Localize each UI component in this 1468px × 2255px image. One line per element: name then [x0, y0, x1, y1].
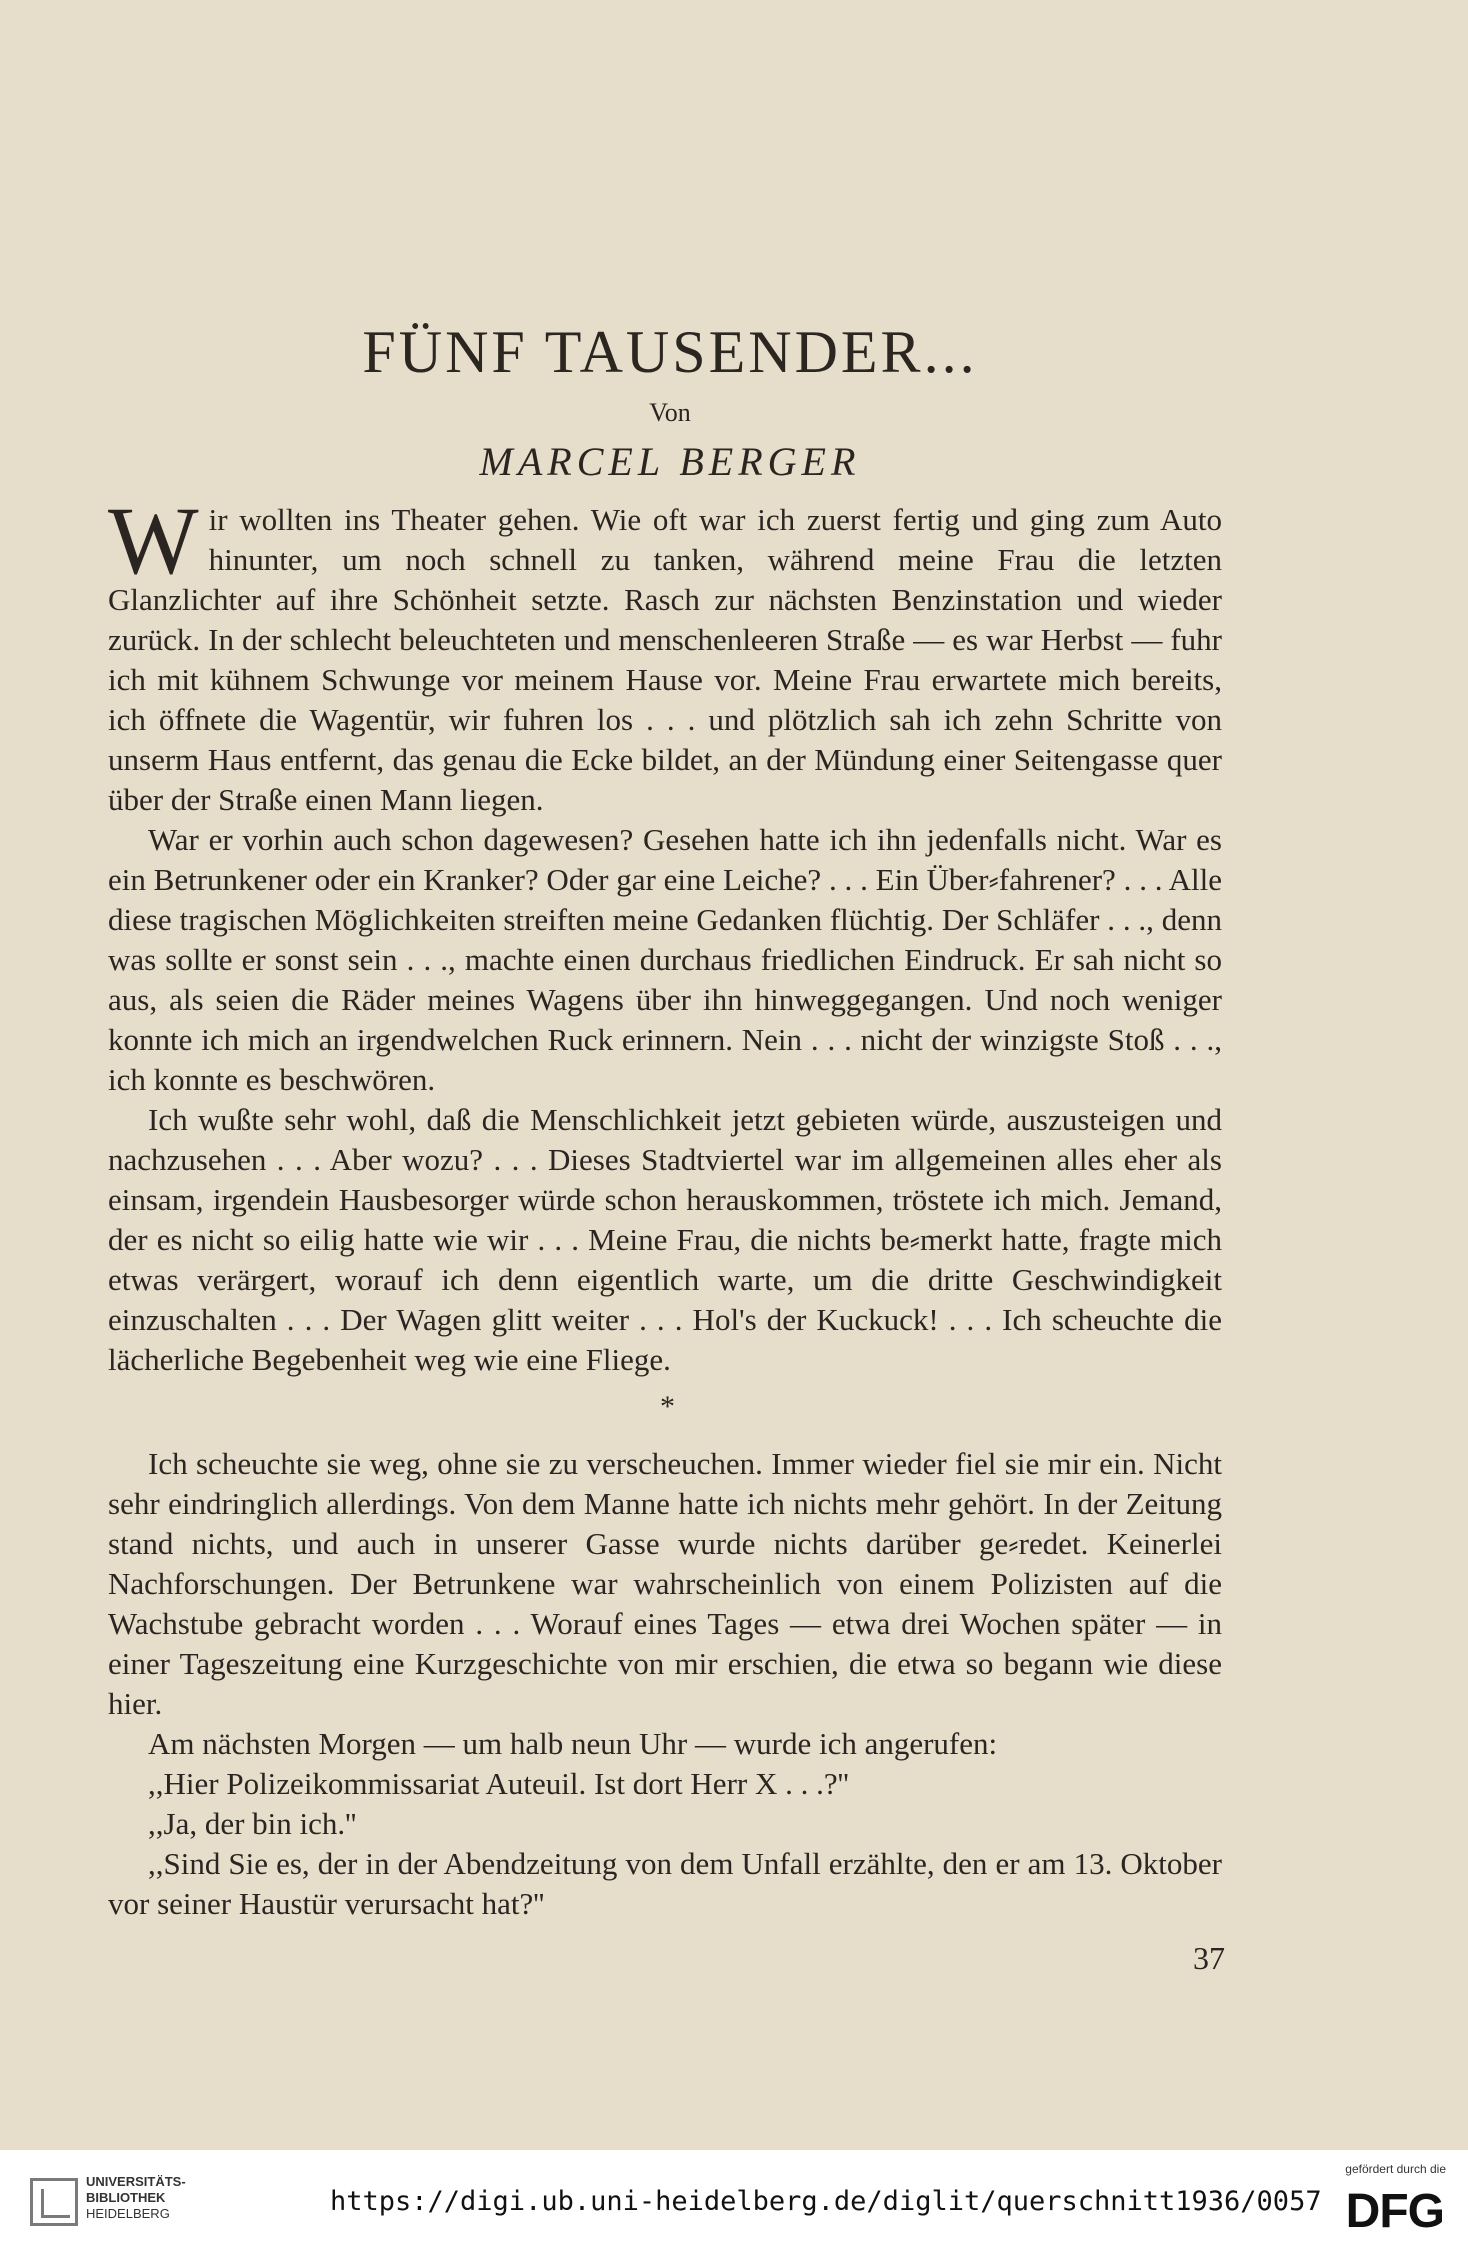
dialogue-line: ,,Hier Polizeikommissariat Auteuil. Ist dort Herr X . . .?'' — [148, 1766, 849, 1801]
author-name: MARCEL BERGER — [479, 439, 861, 484]
library-name-line: UNIVERSITÄTS- — [86, 2174, 186, 2189]
first-paragraph — [108, 487, 1222, 820]
first-paragraph-text: ir wollten ins Theater gehen. Wie oft war ich zuerst fertig und ging zum Auto hinunter, um noch schnell zu tanken, während meine Frau die letzten Glanzlichter auf ihre Schönheit setzte. Rasch zur nächsten Benzinstation und wieder zurück. In der schlecht beleuchteten und menschenleeren Straße — es war Herbst — fuhr ich mit kühnem Schwunge vor meinem Hause vor. Meine Frau erwartete mich bereits, ich öffnete die Wagentür, wir fuhren los . . . und plötzlich sah ich zehn Schritte von unserm Haus entfernt, das genau die Ecke bildet, an der Mündung einer Seitengasse quer über der Straße einen Mann liegen. — [108, 502, 1222, 817]
dialogue-line: ,,Sind Sie es, der in der Abendzeitung von dem Unfall erzählte, den er am 13. Oktober vor seiner Haustür verursacht hat?'' — [108, 1846, 1222, 1921]
article-title: FÜNF TAUSENDER... — [362, 319, 978, 385]
viewer-footer — [0, 2150, 1468, 2255]
funding-label: gefördert durch die — [1345, 2162, 1446, 2176]
page-number: 37 — [1193, 1940, 1225, 1976]
dfg-logo: DFG — [1345, 2185, 1444, 2238]
article-body-part-2 — [108, 1444, 1222, 1924]
drop-cap: W — [108, 487, 199, 594]
article-body-part-1 — [108, 487, 1222, 1380]
paragraph: Ich scheuchte sie weg, ohne sie zu verscheuchen. Immer wieder fiel sie mir ein. Nicht sehr eindringlich allerdings. Von dem Manne hatte ich nichts mehr gehört. In der Zeitung stand nichts, und auch in unserer Gasse wurde nichts darüber ge⸗redet. Keinerlei Nachforschungen. Der Betrunkene war wahrscheinlich von einem Polizisten auf die Wachstube gebracht worden . . . Worauf eines Tages — etwa drei Wochen später — in einer Tageszeitung eine Kurzgeschichte von mir erschien, die etwa so begann wie diese hier. — [108, 1446, 1222, 1721]
section-separator: * — [660, 1390, 675, 1423]
library-name-line: HEIDELBERG — [86, 2206, 170, 2221]
byline-prefix: Von — [649, 398, 691, 427]
library-logo-icon — [30, 2178, 78, 2226]
dialogue-line: ,,Ja, der bin ich.'' — [148, 1806, 357, 1841]
library-name-line: BIBLIOTHEK — [86, 2190, 166, 2205]
permalink-url[interactable]: https://digi.ub.uni-heidelberg.de/diglit/querschnitt1936/0057 — [330, 2186, 1322, 2217]
library-name — [86, 2174, 186, 2222]
paragraph: Am nächsten Morgen — um halb neun Uhr — wurde ich angerufen: — [148, 1726, 998, 1761]
paragraph: War er vorhin auch schon dagewesen? Gesehen hatte ich ihn jedenfalls nicht. War es ein Betrunkener oder ein Kranker? Oder gar eine Leiche? . . . Ein Über⸗fahrener? . . . Alle diese tragischen Möglichkeiten streiften meine Gedanken flüchtig. Der Schläfer . . ., denn was sollte er sonst sein . . ., machte einen durchaus friedlichen Eindruck. Er sah nicht so aus, als seien die Räder meines Wagens über ihn hinweggegangen. Und noch weniger konnte ich mich an irgendwelchen Ruck erinnern. Nein . . . nicht der winzigste Stoß . . ., ich konnte es beschwören. — [108, 822, 1222, 1097]
paragraph: Ich wußte sehr wohl, daß die Menschlichkeit jetzt gebieten würde, auszusteigen und nachzusehen . . . Aber wozu? . . . Dieses Stadtviertel war im allgemeinen alles eher als einsam, irgendein Hausbesorger würde schon herauskommen, tröstete ich mich. Jemand, der es nicht so eilig hatte wie wir . . . Meine Frau, die nichts be⸗merkt hatte, fragte mich etwas verärgert, worauf ich denn eigentlich warte, um die dritte Geschwindigkeit einzuschalten . . . Der Wagen glitt weiter . . . Hol's der Kuckuck! . . . Ich scheuchte die lächerliche Begebenheit weg wie eine Fliege. — [108, 1102, 1222, 1377]
